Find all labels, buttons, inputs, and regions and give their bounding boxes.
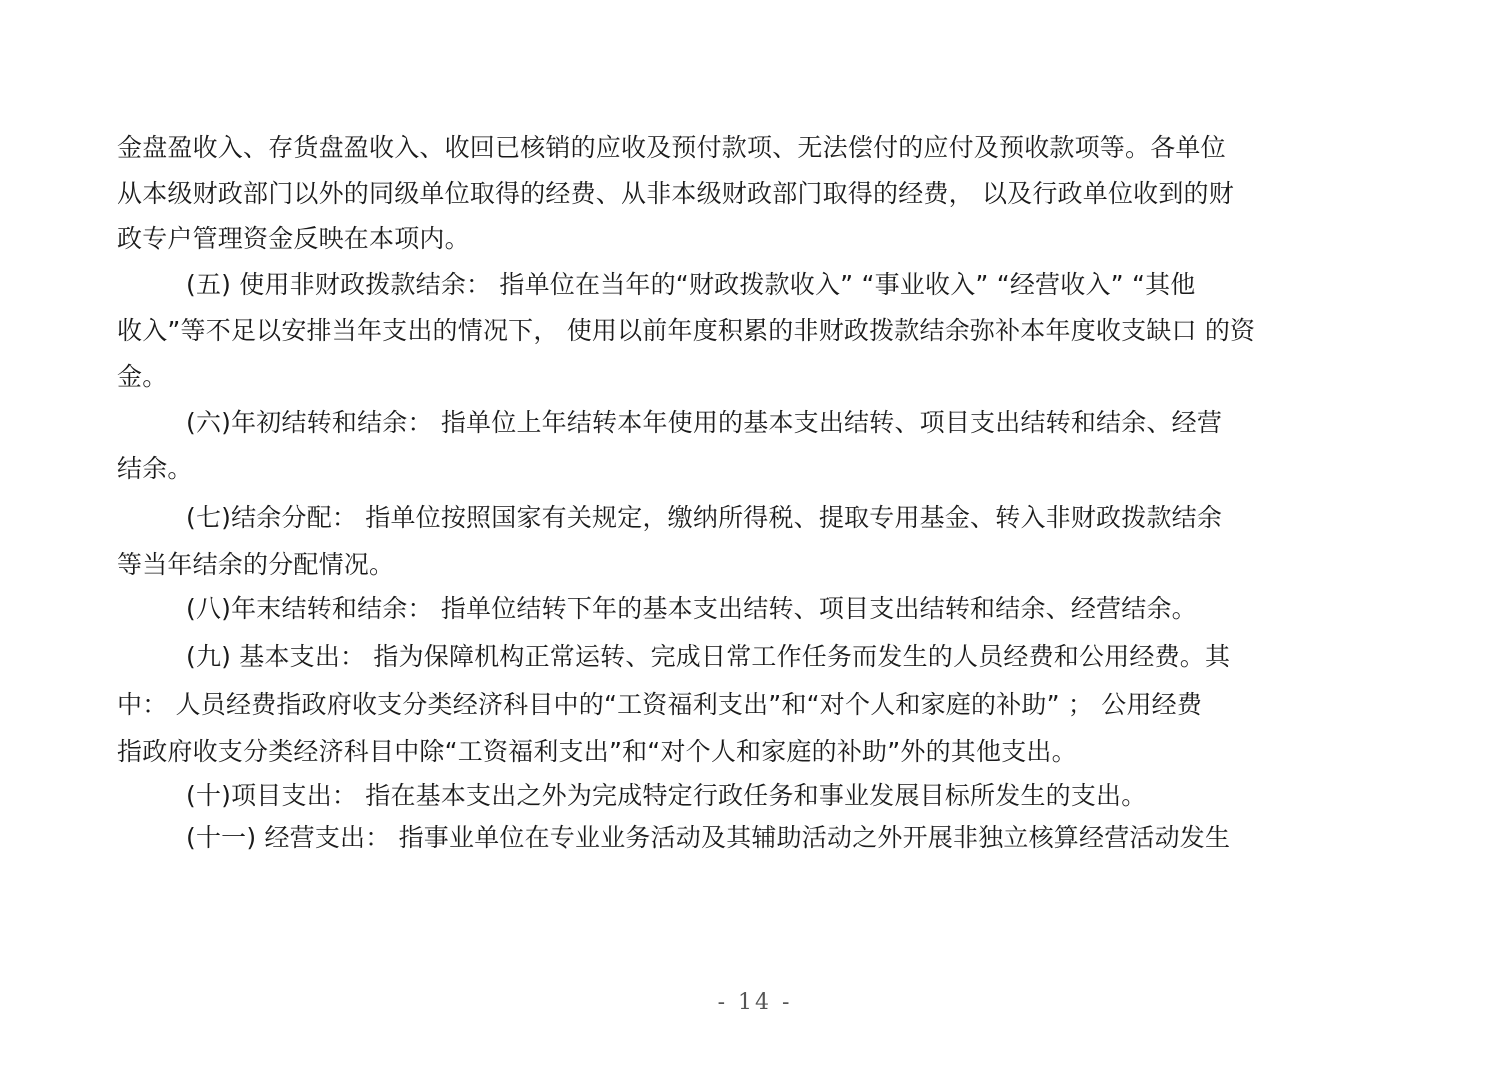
- page-number: - 14 -: [717, 990, 793, 1015]
- section-11-heading-line: (十一) 经营支出： 指事业单位在专业业务活动及其辅助活动之外开展非独立核算经营活动发生: [186, 823, 1231, 852]
- text-line: 金。: [117, 362, 168, 391]
- text-line: 政专户管理资金反映在本项内。: [117, 224, 470, 253]
- text-line: 从本级财政部门以外的同级单位取得的经费、从非本级财政部门取得的经费， 以及行政单位收到的财: [117, 179, 1234, 208]
- text-line: 结余。: [117, 454, 193, 483]
- section-10-heading-line: (十)项目支出： 指在基本支出之外为完成特定行政任务和事业发展目标所发生的支出。: [186, 781, 1147, 810]
- text-line: 收入”等不足以安排当年支出的情况下， 使用以前年度积累的非财政拨款结余弥补本年度收支缺口 的资: [117, 316, 1256, 345]
- text-line: 中： 人员经费指政府收支分类经济科目中的“工资福利支出”和“对个人和家庭的补助” ； 公用经费: [117, 690, 1203, 719]
- text-line: 金盘盈收入、存货盘盈收入、收回已核销的应收及预付款项、无法偿付的应付及预收款项等。各单位: [117, 133, 1226, 162]
- section-9-heading-line: (九) 基本支出： 指为保障机构正常运转、完成日常工作任务而发生的人员经费和公用经费。其: [186, 642, 1231, 671]
- text-line: 指政府收支分类经济科目中除“工资福利支出”和“对个人和家庭的补助”外的其他支出。: [117, 737, 1077, 766]
- section-6-heading-line: (六)年初结转和结余： 指单位上年结转本年使用的基本支出结转、项目支出结转和结余、经营: [186, 408, 1223, 437]
- section-5-heading-line: (五) 使用非财政拨款结余： 指单位在当年的“财政拨款收入” “事业收入” “经营收入” “其他: [186, 270, 1196, 299]
- section-8-heading-line: (八)年末结转和结余： 指单位结转下年的基本支出结转、项目支出结转和结余、经营结余。: [186, 594, 1197, 623]
- section-7-heading-line: (七)结余分配： 指单位按照国家有关规定，缴纳所得税、提取专用基金、转入非财政拨款结余: [186, 503, 1223, 532]
- text-line: 等当年结余的分配情况。: [117, 550, 395, 579]
